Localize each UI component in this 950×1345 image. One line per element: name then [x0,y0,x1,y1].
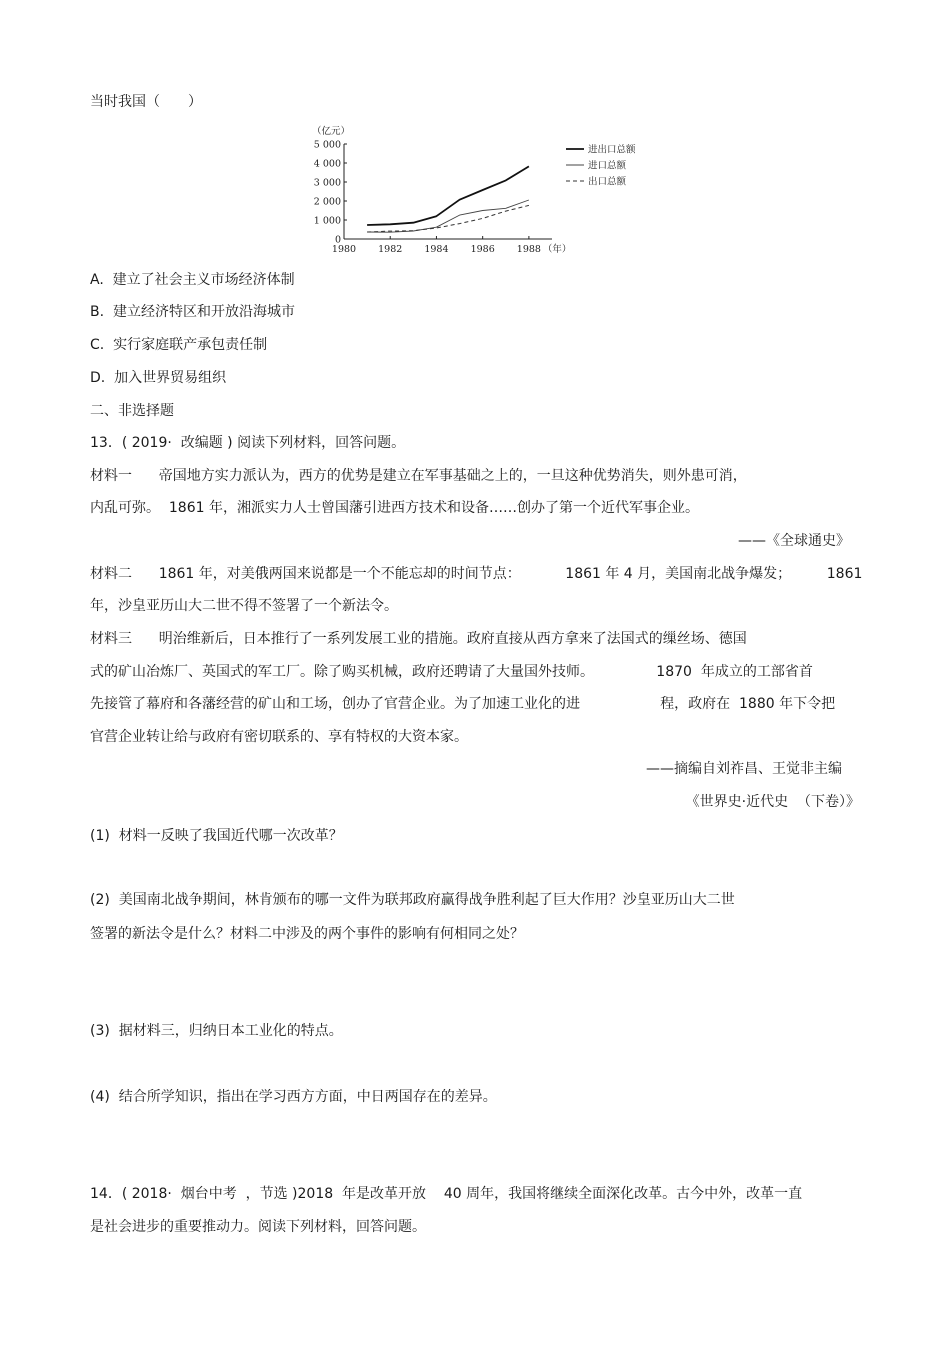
y-unit-label: （亿元） [312,126,351,137]
x-tick-label: 1982 [378,244,403,255]
option-d[interactable]: D. 加入世界贸易组织 [90,370,227,386]
q14-line-2: 是社会进步的重要推动力。阅读下列材料，回答问题。 [90,1219,426,1235]
series-line-2 [367,200,529,232]
option-a[interactable]: A. 建立了社会主义市场经济体制 [90,272,295,288]
y-tick-label: 3 000 [313,177,341,189]
q13-part-2-line-2: 签署的新法令是什么？材料二中涉及的两个事件的影响有何相同之处？ [90,926,524,942]
x-tick-label: 1980 [331,244,357,255]
option-b[interactable]: B. 建立经济特区和开放沿海城市 [90,304,295,320]
y-tick-label: 4 000 [313,158,341,170]
option-c[interactable]: C. 实行家庭联产承包责任制 [90,337,268,353]
q13-part-1: (1) 材料一反映了我国近代哪一次改革？ [90,828,343,844]
q14-line-1: 14．( 2018· 烟台中考 ，节选 )2018 年是改革开放 40 周年，我国将继续全面深化改革。古今中外，改革一直 [90,1186,803,1202]
q13-heading: 13．( 2019· 改编题 ) 阅读下列材料，回答问题。 [90,435,406,451]
x-tick-label: 1986 [470,244,495,255]
material-2-line-2: 年，沙皇亚历山大二世不得不签署了一个新法令。 [90,598,398,614]
x-unit-label: （年） [542,244,572,255]
y-tick-label: 1 000 [313,215,341,227]
y-tick-label: 0 [334,234,341,246]
material-3-line-1: 材料三 明治维新后，日本推行了一系列发展工业的措施。政府直接从西方拿来了法国式的缫丝场、德国 [90,631,747,647]
q13-part-2-line-1: (2) 美国南北战争期间，林肯颁布的哪一文件为联邦政府赢得战争胜利起了巨大作用？沙皇亚历山大二世 [90,892,735,908]
series-line-1 [367,166,529,225]
material-2-line-1: 材料二 1861 年，对美俄两国来说都是一个不能忘却的时间节点： 1861 年 4 月，美国南北战争爆发； 1861 [90,566,863,582]
y-tick-label: 2 000 [313,196,341,208]
material-1-line-2: 内乱可弥。 1861 年，湘派实力人士曾国藩引进西方技术和设备……创办了第一个近代军事企业。 [90,500,699,516]
legend-label: 进口总额 [588,160,627,172]
material-3-line-3: 先接管了幕府和各藩经营的矿山和工场，创办了官营企业。为了加速工业化的进 程，政府在 1880 年下令把 [90,696,836,712]
material-1-source: ——《全球通史》 [738,533,850,549]
legend-label: 出口总额 [588,176,627,188]
material-3-source-2: 《世界史·近代史 （下卷）》 [685,794,860,810]
q13-part-3: (3) 据材料三，归纳日本工业化的特点。 [90,1023,343,1039]
material-3-line-2: 式的矿山冶炼厂、英国式的军工厂。除了购买机械，政府还聘请了大量国外技师。 1870 年成立的工部省首 [90,664,813,680]
material-3-line-4: 官营企业转让给与政府有密切联系的、享有特权的大资本家。 [90,729,468,745]
x-tick-label: 1984 [424,244,449,255]
q13-part-4: (4) 结合所学知识，指出在学习西方方面，中日两国存在的差异。 [90,1089,497,1105]
x-tick-label: 1988 [516,244,541,255]
question-stem-tail: 当时我国（ ） [90,94,202,110]
y-tick-label: 5 000 [313,139,341,151]
series-line-3 [367,205,529,232]
trade-line-chart [300,118,660,260]
legend-label: 进出口总额 [588,144,636,156]
material-3-source-1: ——摘编自刘祚昌、王觉非主编 [646,761,842,777]
section-heading: 二、非选择题 [90,403,174,419]
material-1-line-1: 材料一 帝国地方实力派认为，西方的优势是建立在军事基础之上的，一旦这种优势消失，则外患可消， [90,468,747,484]
